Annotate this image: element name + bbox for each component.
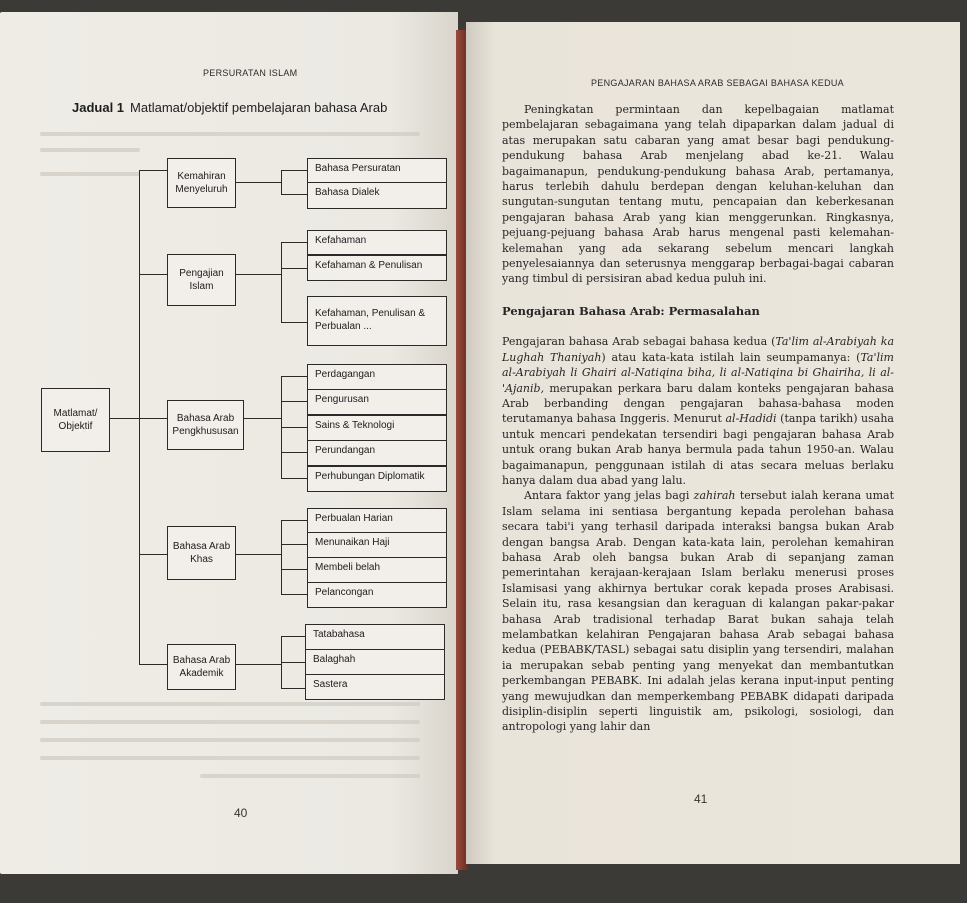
item-menunaikan-haji: Menunaikan Haji [307, 532, 447, 558]
item-membeli-belah: Membeli belah [307, 557, 447, 583]
bleed-through-line [40, 720, 420, 724]
item-perundangan: Perundangan [307, 440, 447, 466]
root-box: Matlamat/ Objektif [41, 388, 110, 452]
paragraph-1: Peningkatan permintaan dan kepelbagaian matlamat pembelajaran sebagaimana yang telah dipaparkan dalam jadual di atas merupakan satu cabaran yang amat besar bagi pendukung-pendukung bahasa Arab menjelang abad ke-21. Walau bagaimanapun, pendukung-pendukung bahasa Arab, pertamanya, harus terlebih dahulu berdepan dengan keluhan-keluhan dan sungutan-sungutan tentang mutu, pencapaian dan keberkesanan pengajaran bahasa Arab yang kian menggerunkan. Ringkasnya, pejuang-pejuang bahasa Arab harus mengenal pasti kelemahan-kelemahan yang ada sekarang sebelum mencari langkah penyelesaiannya dan seterusnya menggarap berbagai-bagai cabaran yang timbul di persisiran abad kedua puluh ini. [502, 103, 894, 286]
item-bahasa-dialek: Bahasa Dialek [307, 182, 447, 209]
table-caption: Matlamat/objektif pembelajaran bahasa Arab [130, 100, 388, 115]
item-kefahaman-penulisan-perbualan: Kefahaman, Penulisan & Perbualan ... [307, 296, 447, 346]
item-balaghah: Balaghah [305, 649, 445, 675]
paragraph-2: Pengajaran bahasa Arab sebagai bahasa kedua (Ta'lim al-Arabiyah ka Lughah Thaniyah) atau kata-kata istilah lain seumpamanya: (Ta'lim al-Arabiyah li Ghairi al-Natiqina biha, li al-Natiqina bi Ghairiha, li al-'Ajanib, merupakan perkara baru dalam konteks pengajaran bahasa Arab berbanding dengan pengajaran bahasa-bahasa moden terutamanya bahasa Inggeris. Menurut al-Hadidi (tanpa tarikh) usaha untuk mencari pendekatan tersendiri bagi pengajaran bahasa Arab untuk orang bukan Arab hanya bermula pada tahun 1950-an. Walau bagaimanapun, penggunaan istilah di atas secara meluas berlaku hanya dalam dua abad yang lalu. [502, 335, 894, 487]
item-perhubungan-diplomatik: Perhubungan Diplomatik [307, 466, 447, 492]
group-box-bahasa-arab-khas: Bahasa Arab Khas [167, 526, 236, 580]
section-heading: Pengajaran Bahasa Arab: Permasalahan [502, 303, 760, 318]
item-pengurusan: Pengurusan [307, 389, 447, 415]
item-perdagangan: Perdagangan [307, 364, 447, 390]
item-perbualan-harian: Perbualan Harian [307, 508, 447, 533]
left-running-head: PERSURATAN ISLAM [203, 68, 298, 78]
bleed-through-line [40, 738, 420, 742]
group-box-bahasa-arab-akademik: Bahasa Arab Akademik [167, 644, 236, 690]
item-bahasa-persuratan: Bahasa Persuratan [307, 158, 447, 184]
group-box-bahasa-arab-pengkhususan: Bahasa Arab Pengkhususan [167, 400, 244, 450]
bleed-through-line [200, 774, 420, 778]
bleed-through-line [40, 702, 420, 706]
left-page-number: 40 [234, 806, 248, 820]
bleed-through-line [40, 148, 140, 152]
group-box-pengajian-islam: Pengajian Islam [167, 254, 236, 306]
body-text [502, 102, 894, 735]
right-page-number: 41 [694, 792, 708, 806]
bleed-through-line [40, 172, 140, 176]
bleed-through-line [40, 756, 420, 760]
group-box-kemahiran-menyeluruh: Kemahiran Menyeluruh [167, 158, 236, 208]
right-page [466, 22, 960, 864]
item-sains-teknologi: Sains & Teknologi [307, 415, 447, 441]
item-sastera: Sastera [305, 674, 445, 700]
bleed-through-line [40, 132, 420, 136]
item-kefahaman-penulisan: Kefahaman & Penulisan [307, 255, 447, 281]
paragraph-3: Antara faktor yang jelas bagi zahirah tersebut ialah kerana umat Islam selama ini sentiasa bergantung kepada perolehan bahasa secara tabi'i yang terhasil daripada interaksi bangsa bukan Arab dengan bangsa Arab. Dengan kata-kata lain, perolehan kemahiran bahasa Arab oleh bangsa bukan Arab di sepanjang zaman pemerintahan kerajaan-kerajaan Islam berlaku menerusi proses Islamisasi yang akhirnya bertukar corak kepada proses Arabisasi. Selain itu, rasa kesangsian dan keraguan di kalangan pakar-pakar bahasa Arab tradisional terhadap Barat bukan sahaja telah melambatkan kelahiran Pengajaran bahasa Arab sebagai bahasa kedua (PEBABK/TASL) sebagai satu disiplin yang tersendiri, malahan ia merupakan sebab penting yang menyekat dan membantutkan perkembangan PEBABK. Ini adalah jelas kerana input-input penting yang mewujudkan dan memperkembang PEBABK didapati daripada disiplin-disiplin seperti linguistik am, psikologi, sosiologi, dan antropologi yang lahir dan [502, 489, 894, 734]
right-running-head: PENGAJARAN BAHASA ARAB SEBAGAI BAHASA KEDUA [591, 78, 844, 88]
item-tatabahasa: Tatabahasa [305, 624, 445, 650]
item-kefahaman: Kefahaman [307, 230, 447, 255]
item-pelancongan: Pelancongan [307, 582, 447, 608]
left-page [0, 12, 458, 874]
table-label: Jadual 1 [72, 100, 125, 115]
table-title [72, 100, 387, 115]
